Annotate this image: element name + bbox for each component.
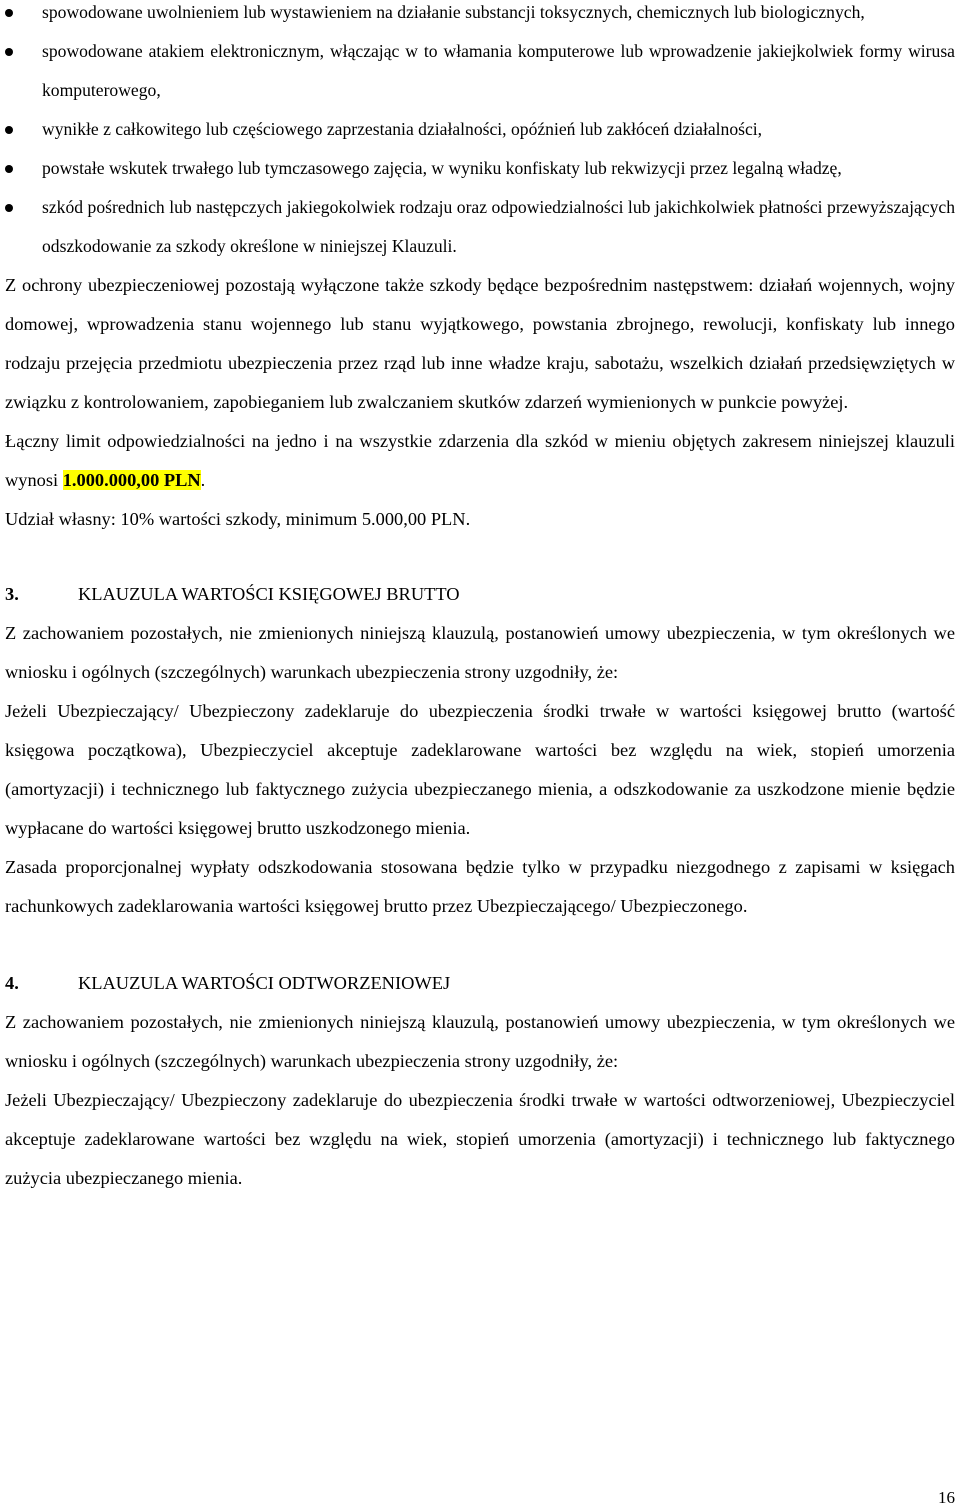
exclusion-paragraph: Z ochrony ubezpieczeniowej pozostają wyłączone także szkody będące bezpośrednim następstwem: działań wojennych, wojny domowej, wprowadzenia stanu wojennego lub stanu wyjątkowego, powstania zbrojnego, rewolucji, konfiskaty lub innego rodzaju przejęcia przedmiotu ubezpieczenia przez rząd lub inne władze kraju, sabotażu, wszelkich działań przedsięwziętych w związku z kontrolowaniem, zapobieganiem lub zwalczaniem skutków zdarzeń wymienionych w punkcie powyżej. — [5, 275, 955, 412]
limit-paragraph — [5, 422, 955, 500]
list-item-text: spowodowane atakiem elektronicznym, włączając w to włamania komputerowe lub wprowadzenie jakiejkolwiek formy wirusa komputerowego, — [42, 41, 955, 100]
section-3-paragraph-1: Z zachowaniem pozostałych, nie zmienionych niniejszą klauzulą, postanowień umowy ubezpieczenia, w tym określonych we wniosku i ogólnych (szczególnych) warunkach ubezpieczenia strony uzgodniły, że: — [5, 623, 955, 682]
document-page — [5, 0, 955, 1198]
limit-text-end: . — [200, 470, 206, 490]
bullet-icon — [5, 48, 13, 56]
list-item-text: spowodowane uwolnieniem lub wystawieniem na działanie substancji toksycznych, chemicznych lub biologicznych, — [42, 2, 865, 22]
bullet-icon — [5, 165, 13, 173]
section-4-paragraph-1: Z zachowaniem pozostałych, nie zmienionych niniejszą klauzulą, postanowień umowy ubezpieczenia, w tym określonych we wniosku i ogólnych (szczególnych) warunkach ubezpieczenia strony uzgodniły, że: — [5, 1012, 955, 1071]
section-4-heading — [5, 964, 955, 1003]
section-title: KLAUZULA WARTOŚCI ODTWORZENIOWEJ — [78, 973, 451, 993]
list-item — [5, 188, 955, 266]
page-number: 16 — [938, 1488, 955, 1507]
list-item — [5, 32, 955, 110]
limit-text: Łączny limit odpowiedzialności na jedno i na wszystkie zdarzenia dla szkód w mieniu objętych zakresem niniejszej klauzuli wynosi — [5, 431, 955, 490]
list-item — [5, 110, 955, 149]
list-item-text: szkód pośrednich lub następczych jakiegokolwiek rodzaju oraz odpowiedzialności lub jakichkolwiek płatności przewyższających odszkodowanie za szkody określone w niniejszej Klauzuli. — [42, 197, 955, 256]
section-4-paragraph-2: Jeżeli Ubezpieczający/ Ubezpieczony zadeklaruje do ubezpieczenia środki trwałe w wartości odtworzeniowej, Ubezpieczyciel akceptuje zadeklarowane wartości bez względu na wiek, stopień umorzenia (amortyzacji) i technicznego lub faktycznego zużycia ubezpieczanego mienia. — [5, 1090, 955, 1188]
list-item — [5, 149, 955, 188]
section-3-paragraph-3: Zasada proporcjonalnej wypłaty odszkodowania stosowana będzie tylko w przypadku niezgodnego z zapisami w księgach rachunkowych zadeklarowania wartości księgowej brutto przez Ubezpieczającego/ Ubezpieczonego. — [5, 857, 955, 916]
deductible-paragraph: Udział własny: 10% wartości szkody, minimum 5.000,00 PLN. — [5, 509, 471, 529]
section-3-paragraph-2: Jeżeli Ubezpieczający/ Ubezpieczony zadeklaruje do ubezpieczenia środki trwałe w wartości księgowej brutto (wartość księgowa początkowa), Ubezpieczyciel akceptuje zadeklarowane wartości bez względu na wiek, stopień umorzenia (amortyzacji) i technicznego lub faktycznego zużycia ubezpieczanego mienia, a odszkodowanie za uszkodzone mienie będzie wypłacane do wartości księgowej brutto uszkodzonego mienia. — [5, 701, 955, 838]
list-item-text: powstałe wskutek trwałego lub tymczasowego zajęcia, w wyniku konfiskaty lub rekwizycji przez legalną władzę, — [42, 158, 842, 178]
section-3-heading — [5, 575, 955, 614]
limit-amount: 1.000.000,00 PLN — [62, 470, 201, 490]
exclusion-bullet-list — [5, 0, 955, 266]
bullet-icon — [5, 126, 13, 134]
section-number: 3. — [5, 584, 19, 604]
list-item-text: wynikłe z całkowitego lub częściowego zaprzestania działalności, opóźnień lub zakłóceń działalności, — [42, 119, 763, 139]
section-title: KLAUZULA WARTOŚCI KSIĘGOWEJ BRUTTO — [78, 584, 460, 604]
list-item — [5, 0, 955, 32]
section-number: 4. — [5, 973, 19, 993]
bullet-icon — [5, 9, 13, 17]
bullet-icon — [5, 204, 13, 212]
